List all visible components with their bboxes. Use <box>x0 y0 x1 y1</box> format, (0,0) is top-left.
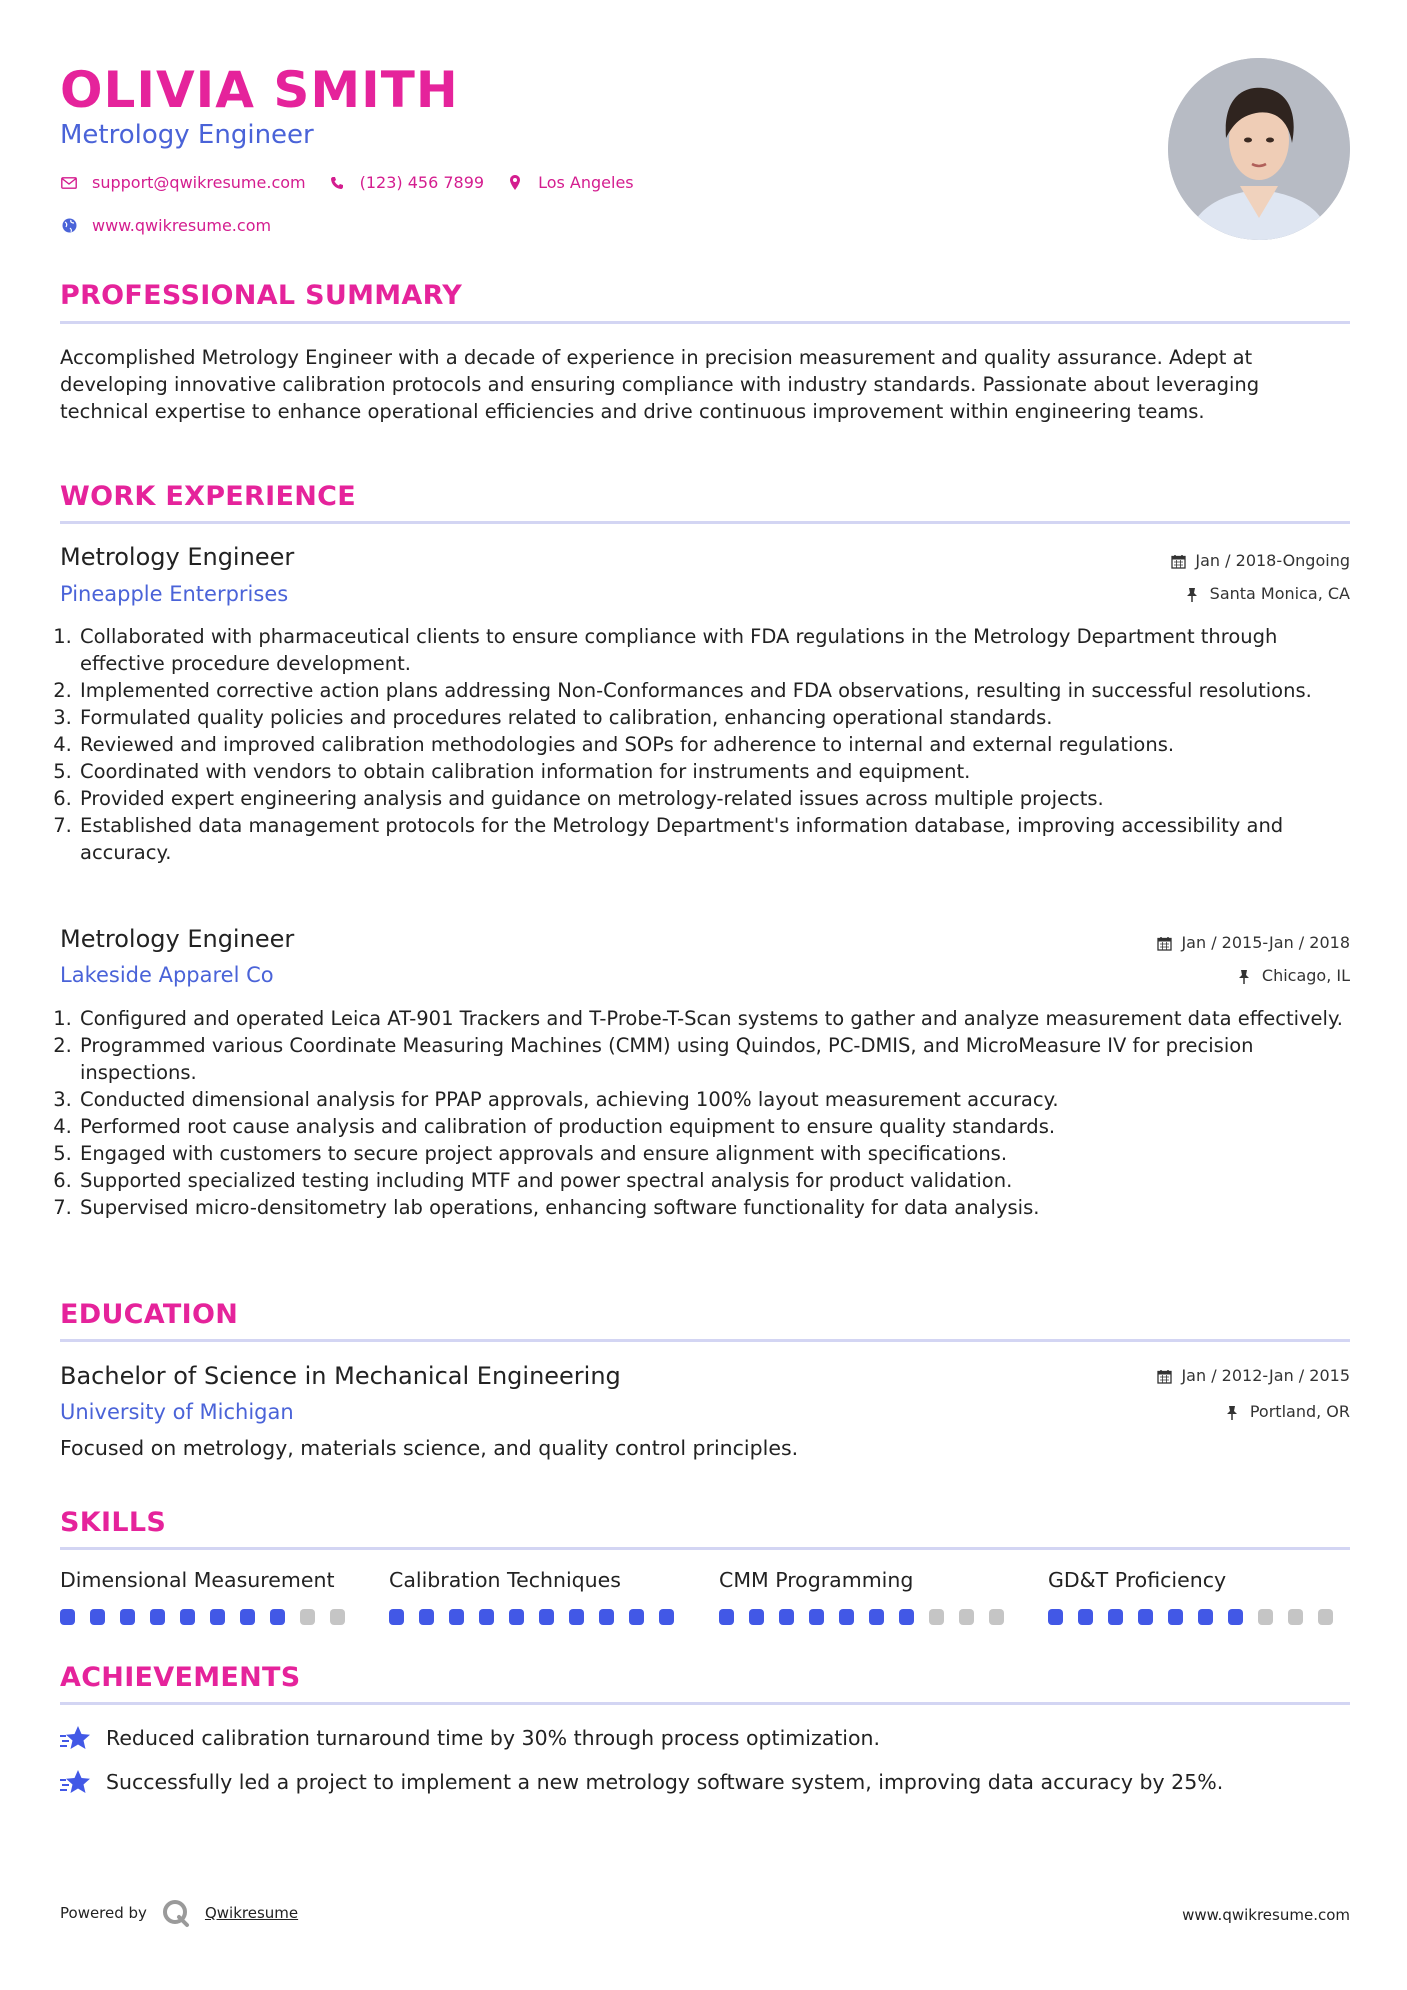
skill-dot-filled <box>1168 1609 1183 1625</box>
skill-dot-filled <box>90 1609 105 1625</box>
brand-link[interactable]: Qwikresume <box>204 1904 299 1922</box>
skill-dot-filled <box>779 1609 794 1625</box>
skill-dot-filled <box>389 1609 404 1625</box>
email-text: support@qwikresume.com <box>92 173 306 192</box>
skill-dot-filled <box>1108 1609 1123 1625</box>
job-title: Metrology Engineer <box>60 543 295 571</box>
education-location <box>1226 1402 1350 1422</box>
skill-label: CMM Programming <box>719 1568 914 1592</box>
contact-email[interactable] <box>60 173 306 192</box>
contact-website[interactable] <box>60 216 271 235</box>
skill-dot-filled <box>749 1609 764 1625</box>
job-location <box>1186 584 1350 604</box>
skill-dot-filled <box>210 1609 225 1625</box>
skill-dot-empty <box>300 1609 315 1625</box>
powered-by-label: Powered by <box>60 1904 147 1922</box>
skill-level-meter <box>389 1609 689 1625</box>
achievement-item <box>60 1724 880 1752</box>
skills-heading: SKILLS <box>60 1507 167 1538</box>
job-bullets <box>60 623 1368 866</box>
skill-dot-filled <box>449 1609 464 1625</box>
skill-item <box>60 1567 360 1625</box>
section-divider <box>60 1339 1350 1342</box>
job-date-text: Jan / 2018-Ongoing <box>1195 551 1350 570</box>
skill-dot-empty <box>1318 1609 1333 1625</box>
company-name: Pineapple Enterprises <box>60 582 289 606</box>
contact-phone[interactable] <box>328 173 484 192</box>
skill-dot-filled <box>809 1609 824 1625</box>
achievement-text: Reduced calibration turnaround time by 30% through process optimization. <box>106 1726 881 1750</box>
skill-dot-empty <box>330 1609 345 1625</box>
skill-label: Calibration Techniques <box>389 1568 621 1592</box>
list-item: 1. Configured and operated Leica AT-901 Trackers and T-Probe-T-Scan systems to gather and analyze measurement data effectively. <box>78 1005 1368 1032</box>
skill-dot-filled <box>539 1609 554 1625</box>
location-text: Los Angeles <box>538 173 634 192</box>
skill-dot-filled <box>60 1609 75 1625</box>
skill-level-meter <box>1048 1609 1348 1625</box>
profile-photo <box>1168 58 1350 240</box>
list-item: 7. Established data management protocols for the Metrology Department's information database, improving accessibility and accuracy. <box>78 812 1368 866</box>
skill-dot-filled <box>509 1609 524 1625</box>
achievements-heading: ACHIEVEMENTS <box>60 1662 301 1693</box>
skill-dot-empty <box>1258 1609 1273 1625</box>
list-item: 6. Provided expert engineering analysis and guidance on metrology-related issues across multiple projects. <box>78 785 1368 812</box>
skill-dot-filled <box>629 1609 644 1625</box>
skill-dot-filled <box>479 1609 494 1625</box>
skill-dot-filled <box>419 1609 434 1625</box>
degree-title: Bachelor of Science in Mechanical Engineering <box>60 1362 621 1390</box>
star-icon <box>60 1724 92 1752</box>
map-pin-icon <box>506 174 524 192</box>
resume-page <box>60 0 1350 1990</box>
pushpin-icon <box>1226 1404 1242 1420</box>
achievement-text: Successfully led a project to implement a new metrology software system, improving data accuracy by 25%. <box>106 1770 1224 1794</box>
education-description: Focused on metrology, materials science, and quality control principles. <box>60 1436 799 1460</box>
skill-dot-filled <box>1228 1609 1243 1625</box>
list-item: 3. Conducted dimensional analysis for PPAP approvals, achieving 100% layout measurement accuracy. <box>78 1086 1368 1113</box>
summary-text: Accomplished Metrology Engineer with a decade of experience in precision measurement and quality assurance. Adept at developing innovative calibration protocols and ensuring compliance with industry standards. Passionate about leveraging technical expertise to enhance operational efficiencies and drive continuous improvement within engineering teams. <box>60 346 1260 423</box>
skill-item <box>389 1567 689 1625</box>
skill-dot-empty <box>989 1609 1004 1625</box>
website-text: www.qwikresume.com <box>92 216 272 235</box>
skill-dot-filled <box>180 1609 195 1625</box>
section-divider <box>60 1702 1350 1705</box>
qwikresume-logo-icon <box>161 1898 191 1928</box>
list-item: 5. Engaged with customers to secure project approvals and ensure alignment with specifications. <box>78 1140 1368 1167</box>
section-divider <box>60 321 1350 324</box>
list-item: 1. Collaborated with pharmaceutical clients to ensure compliance with FDA regulations in the Metrology Department through effective procedure development. <box>78 623 1368 677</box>
footer-powered-by <box>60 1898 298 1928</box>
list-item: 6. Supported specialized testing including MTF and power spectral analysis for product validation. <box>78 1167 1368 1194</box>
section-divider <box>60 521 1350 524</box>
skill-dot-filled <box>240 1609 255 1625</box>
skill-dot-filled <box>599 1609 614 1625</box>
achievement-item <box>60 1768 1223 1796</box>
summary-heading: PROFESSIONAL SUMMARY <box>60 280 463 311</box>
list-item: 7. Supervised micro-densitometry lab operations, enhancing software functionality for data analysis. <box>78 1194 1368 1221</box>
education-date-text: Jan / 2012-Jan / 2015 <box>1181 1366 1350 1385</box>
experience-heading: WORK EXPERIENCE <box>60 481 356 512</box>
list-item: 3. Formulated quality policies and procedures related to calibration, enhancing operational standards. <box>78 704 1368 731</box>
list-item: 2. Programmed various Coordinate Measuring Machines (CMM) using Quindos, PC-DMIS, and MicroMeasure IV for precision inspections. <box>78 1032 1368 1086</box>
skill-dot-empty <box>929 1609 944 1625</box>
job-bullets <box>60 1005 1368 1221</box>
skill-dot-empty <box>1288 1609 1303 1625</box>
pushpin-icon <box>1238 968 1254 984</box>
job-location-text: Chicago, IL <box>1261 966 1350 985</box>
skill-dot-filled <box>1198 1609 1213 1625</box>
skill-dot-filled <box>270 1609 285 1625</box>
job-date-text: Jan / 2015-Jan / 2018 <box>1181 933 1350 952</box>
skill-dot-filled <box>1078 1609 1093 1625</box>
skill-dot-filled <box>659 1609 674 1625</box>
star-icon <box>60 1768 92 1796</box>
contact-row-1 <box>60 173 656 192</box>
phone-text: (123) 456 7899 <box>359 173 485 192</box>
calendar-icon <box>1157 935 1173 951</box>
skill-dot-filled <box>150 1609 165 1625</box>
calendar-icon <box>1157 1368 1173 1384</box>
skill-dot-filled <box>1048 1609 1063 1625</box>
list-item: 4. Performed root cause analysis and calibration of production equipment to ensure quality standards. <box>78 1113 1368 1140</box>
education-heading: EDUCATION <box>60 1299 239 1330</box>
skill-item <box>1048 1567 1348 1625</box>
contact-row-2 <box>60 216 293 235</box>
skill-label: Dimensional Measurement <box>60 1568 335 1592</box>
list-item: 2. Implemented corrective action plans addressing Non-Conformances and FDA observations, resulting in successful resolutions. <box>78 677 1368 704</box>
skill-level-meter <box>719 1609 1019 1625</box>
skill-dot-filled <box>899 1609 914 1625</box>
list-item: 4. Reviewed and improved calibration methodologies and SOPs for adherence to internal and external regulations. <box>78 731 1368 758</box>
contact-location <box>506 173 634 192</box>
job-location-text: Santa Monica, CA <box>1209 584 1350 603</box>
skill-dot-filled <box>719 1609 734 1625</box>
job-location <box>1238 966 1350 986</box>
education-date <box>1157 1366 1350 1386</box>
section-divider <box>60 1547 1350 1550</box>
phone-icon <box>328 174 346 192</box>
globe-icon <box>60 217 78 235</box>
skill-label: GD&T Proficiency <box>1048 1568 1227 1592</box>
school-name: University of Michigan <box>60 1400 294 1424</box>
job-date <box>1171 551 1350 571</box>
skill-dot-filled <box>1138 1609 1153 1625</box>
skill-dot-empty <box>959 1609 974 1625</box>
skill-level-meter <box>60 1609 360 1625</box>
candidate-title: Metrology Engineer <box>60 120 314 150</box>
list-item: 5. Coordinated with vendors to obtain calibration information for instruments and equipment. <box>78 758 1368 785</box>
skill-dot-filled <box>839 1609 854 1625</box>
skill-dot-filled <box>569 1609 584 1625</box>
pushpin-icon <box>1186 586 1202 602</box>
skill-dot-filled <box>120 1609 135 1625</box>
candidate-name: OLIVIA SMITH <box>60 61 459 119</box>
skill-item <box>719 1567 1019 1625</box>
envelope-icon <box>60 174 78 192</box>
calendar-icon <box>1171 553 1187 569</box>
job-title: Metrology Engineer <box>60 925 295 953</box>
skill-dot-filled <box>869 1609 884 1625</box>
company-name: Lakeside Apparel Co <box>60 963 274 987</box>
footer-url[interactable]: www.qwikresume.com <box>1182 1906 1350 1924</box>
education-location-text: Portland, OR <box>1249 1402 1350 1421</box>
job-date <box>1157 933 1350 953</box>
